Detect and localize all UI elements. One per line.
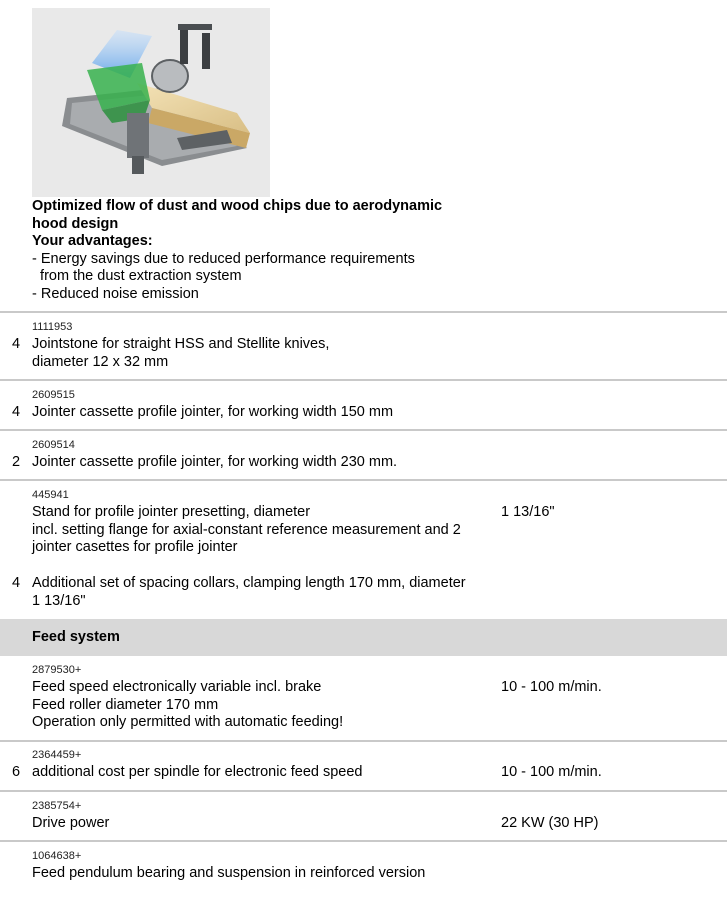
item-description	[32, 764, 492, 782]
item-desc-line: Jointer cassette profile jointer, for working width 230 mm.	[32, 454, 398, 470]
item-desc-line: Feed speed electronically variable incl. brake	[32, 679, 322, 695]
item-description	[32, 504, 492, 557]
item-desc-line: diameter 12 x 32 mm	[32, 353, 169, 370]
item-qty: 2	[12, 454, 21, 470]
item-desc-line: Drive power	[32, 815, 110, 831]
divider	[0, 311, 727, 313]
advantage-1-line1: - Energy savings due to reduced performance requirements	[32, 250, 415, 267]
item-desc-line: Additional set of spacing collars, clamping length 170 mm, diameter	[32, 575, 466, 591]
item-code: 1064638+	[32, 850, 82, 862]
item-description	[32, 454, 492, 472]
item-description	[32, 865, 492, 883]
item-qty: 6	[12, 764, 21, 780]
divider	[0, 429, 727, 431]
intro-title-line2: hood design	[32, 215, 119, 232]
item-code: 2609515	[32, 389, 75, 401]
divider	[0, 379, 727, 381]
item-description	[32, 336, 492, 371]
item-code: 2364459+	[32, 749, 82, 761]
item-desc-line: Operation only permitted with automatic feeding!	[32, 714, 344, 730]
item-value: 22 KW (30 HP)	[501, 815, 599, 831]
item-desc-line: jointer casettes for profile jointer	[32, 539, 238, 555]
item-value: 1 13/16"	[501, 504, 555, 520]
item-value: 10 - 100 m/min.	[501, 679, 602, 695]
item-code: 2385754+	[32, 800, 82, 812]
divider	[0, 840, 727, 842]
item-code: 2609514	[32, 439, 75, 451]
item-desc-line: Stand for profile jointer presetting, diameter	[32, 504, 311, 520]
item-code: 445941	[32, 489, 69, 501]
item-code: 1111953	[32, 321, 73, 333]
item-desc-line: Feed roller diameter 170 mm	[32, 696, 219, 713]
item-desc-line: Jointer cassette profile jointer, for working width 150 mm	[32, 404, 394, 420]
item-description	[32, 404, 492, 422]
item-description	[32, 575, 492, 610]
item-description	[32, 815, 492, 833]
section-header-feed-system	[0, 619, 727, 656]
item-qty: 4	[12, 336, 21, 352]
item-qty: 4	[12, 404, 21, 420]
item-value: 10 - 100 m/min.	[501, 764, 602, 780]
item-qty: 4	[12, 575, 21, 591]
machine-illustration	[32, 8, 270, 197]
intro-title-line1: Optimized flow of dust and wood chips due to aerodynamic	[32, 198, 443, 214]
item-desc-line: 1 13/16"	[32, 592, 86, 609]
advantage-2: - Reduced noise emission	[32, 285, 199, 302]
divider	[0, 479, 727, 481]
advantages-heading: Your advantages:	[32, 233, 153, 249]
item-desc-line: additional cost per spindle for electronic feed speed	[32, 764, 363, 780]
section-title: Feed system	[32, 629, 120, 645]
divider	[0, 790, 727, 792]
item-desc-line: Feed pendulum bearing and suspension in reinforced version	[32, 865, 426, 881]
item-desc-line: Jointstone for straight HSS and Stellite knives,	[32, 336, 330, 352]
divider	[0, 740, 727, 742]
item-description	[32, 679, 492, 732]
intro-block	[32, 198, 472, 303]
item-desc-line: incl. setting flange for axial-constant reference measurement and 2	[32, 521, 461, 538]
advantage-1-line2: from the dust extraction system	[32, 268, 242, 284]
item-code: 2879530+	[32, 664, 82, 676]
